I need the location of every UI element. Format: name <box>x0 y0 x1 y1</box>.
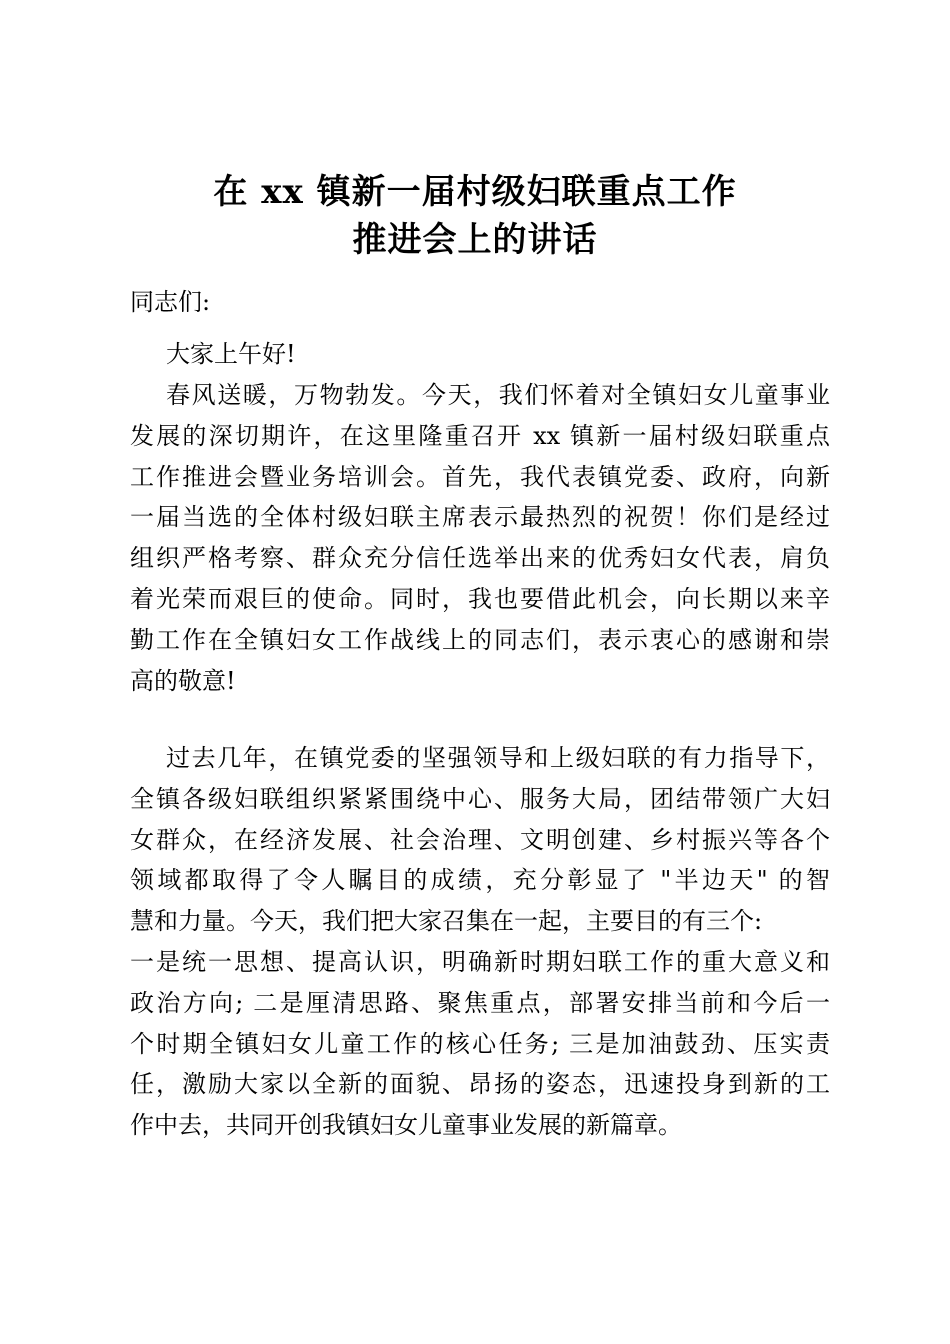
paragraph-line: 全镇各级妇联组织紧紧围绕中心、服务大局，团结带领广大妇 <box>130 784 830 813</box>
paragraph-line: 作中去，共同开创我镇妇女儿童事业发展的新篇章。 <box>130 1111 682 1140</box>
salutation: 同志们: <box>130 288 211 316</box>
document-title-line-2: 推进会上的讲话 <box>352 220 598 260</box>
document-title-line-1: 在 xx 镇新一届村级妇联重点工作 <box>213 172 737 212</box>
paragraph-line: 发展的深切期许，在这里隆重召开 xx 镇新一届村级妇联重点 <box>130 421 830 450</box>
paragraph-line: 慧和力量。今天，我们把大家召集在一起，主要目的有三个: <box>130 907 763 936</box>
paragraph-line: 高的敬意! <box>130 666 236 695</box>
paragraph-line: 过去几年，在镇党委的坚强领导和上级妇联的有力指导下， <box>166 744 830 772</box>
paragraph-line: 组织严格考察、群众充分信任选举出来的优秀妇女代表，肩负 <box>130 544 830 573</box>
paragraph-line: 女群众，在经济发展、社会治理、文明创建、乡村振兴等各个 <box>130 825 830 854</box>
paragraph-line: 勤工作在全镇妇女工作战线上的同志们，表示衷心的感谢和崇 <box>130 625 830 654</box>
paragraph-line: 着光荣而艰巨的使命。同时，我也要借此机会，向长期以来辛 <box>130 584 830 613</box>
greeting: 大家上午好! <box>166 340 296 368</box>
paragraph-review <box>130 738 830 1146</box>
paragraph-line: 政治方向; 二是厘清思路、聚焦重点，部署安排当前和今后一 <box>130 988 830 1017</box>
paragraph-opening <box>130 375 830 701</box>
paragraph-line: 一届当选的全体村级妇联主席表示最热烈的祝贺！你们是经过 <box>130 503 830 532</box>
paragraph-line: 一是统一思想、提高认识，明确新时期妇联工作的重大意义和 <box>130 947 830 976</box>
paragraph-line: 春风送暖，万物勃发。今天，我们怀着对全镇妇女儿童事业 <box>166 381 830 409</box>
paragraph-line: 领域都取得了令人瞩目的成绩，充分彰显了 "半边天" 的智 <box>130 866 830 895</box>
paragraph-line: 任，激励大家以全新的面貌、昂扬的姿态，迅速投身到新的工 <box>130 1070 830 1099</box>
paragraph-line: 工作推进会暨业务培训会。首先，我代表镇党委、政府，向新 <box>130 462 830 491</box>
paragraph-line: 个时期全镇妇女儿童工作的核心任务; 三是加油鼓劲、压实责 <box>130 1029 830 1058</box>
